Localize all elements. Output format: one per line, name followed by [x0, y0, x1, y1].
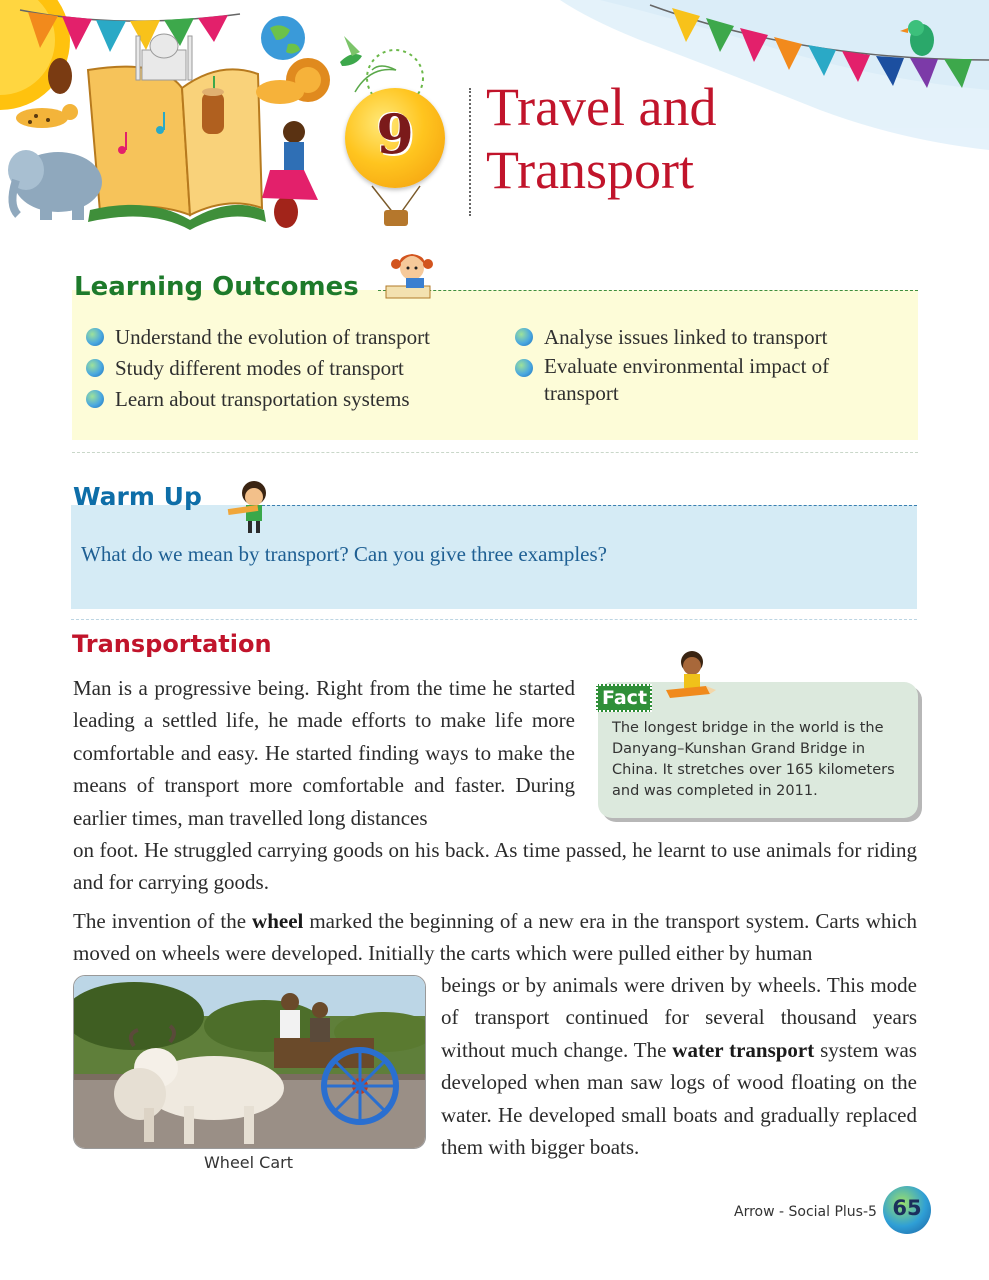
- warm-up-heading: Warm Up: [73, 482, 202, 511]
- learning-outcomes-right-list: [509, 322, 869, 408]
- dancer-icon: [262, 121, 318, 200]
- fact-label: Fact: [596, 684, 652, 712]
- keyword-wheel: wheel: [252, 909, 304, 933]
- warm-up-question: What do we mean by transport? Can you give three examples?: [81, 542, 607, 566]
- list-item: Learn about transportation systems: [80, 384, 500, 414]
- globe-bullet-icon: [86, 359, 104, 377]
- list-item: Study different modes of transport: [80, 353, 500, 383]
- boy-with-pencil-icon: [226, 477, 278, 539]
- chapter-title-line1: Travel and: [486, 77, 717, 137]
- open-book-icon: [88, 67, 266, 230]
- wheel-cart-image: [74, 976, 425, 1148]
- wheel-cart-photo: [73, 975, 426, 1149]
- globe-bullet-icon: [86, 390, 104, 408]
- photo-caption: Wheel Cart: [203, 1153, 293, 1172]
- cheetah-icon: [16, 104, 78, 128]
- chapter-title: [486, 76, 906, 202]
- paragraph-1-wrapped: Man is a progressive being. Right from the time he started leading a settled life, he made efforts to make life more comfortable and easy. He started finding ways to make the means of transport more comfortable and faster. During earlier times, man travelled long distances: [73, 676, 575, 830]
- hummingbird-icon: [340, 36, 362, 66]
- page-number-globe: [883, 1186, 931, 1234]
- warm-up-bottom-rule: [71, 619, 917, 620]
- learning-outcomes-bottom-rule: [72, 452, 918, 453]
- paragraph-1-continued: on foot. He struggled carrying goods on his back. As time passed, he learnt to use animals for riding and for carrying goods.: [73, 838, 917, 895]
- globe-bullet-icon: [515, 359, 533, 377]
- chapter-number: 9: [376, 102, 414, 166]
- chapter-title-line2: Transport: [486, 140, 695, 200]
- paragraph-3: beings or by animals were driven by wheels. This mode of transport continued for several thousand years without much change. The water transport system was developed when man saw logs of wood floating on the water. He developed small boats and gradually replaced them with bigger boats.: [441, 973, 917, 1160]
- learning-outcomes-rule: [378, 290, 918, 291]
- section-heading-transportation: Transportation: [72, 630, 272, 658]
- boy-on-pencil-icon: [660, 648, 716, 706]
- elephant-icon: [8, 150, 102, 220]
- warm-up-rule: [262, 505, 917, 506]
- keyword-water-transport: water transport: [672, 1037, 815, 1062]
- list-item: Analyse issues linked to transport: [509, 322, 869, 352]
- list-item: Understand the evolution of transport: [80, 322, 500, 352]
- chapter-number-balloon: [345, 88, 445, 188]
- learning-outcomes-left-list: [80, 322, 500, 415]
- reading-girl-icon: [382, 248, 444, 304]
- footer-book-title: Arrow - Social Plus-5: [734, 1204, 877, 1220]
- globe-bullet-icon: [515, 328, 533, 346]
- list-item: Evaluate environmental impact of transport: [509, 353, 869, 407]
- paragraph-2: The invention of the wheel marked the beginning of a new era in the transport system. Carts which moved on wheels were developed. Initially the carts which were pulled either by human: [73, 909, 918, 966]
- globe-icon: [261, 16, 305, 60]
- fact-text: The longest bridge in the world is the Danyang–Kunshan Grand Bridge in China. It stretches over 165 kilometers and was completed in 2011.: [612, 720, 895, 799]
- lion-icon: [256, 58, 330, 104]
- globe-bullet-icon: [86, 328, 104, 346]
- title-divider: [469, 88, 471, 216]
- page-number: 65: [892, 1196, 922, 1220]
- drum-icon: [202, 88, 224, 134]
- learning-outcomes-heading: Learning Outcomes: [74, 272, 359, 302]
